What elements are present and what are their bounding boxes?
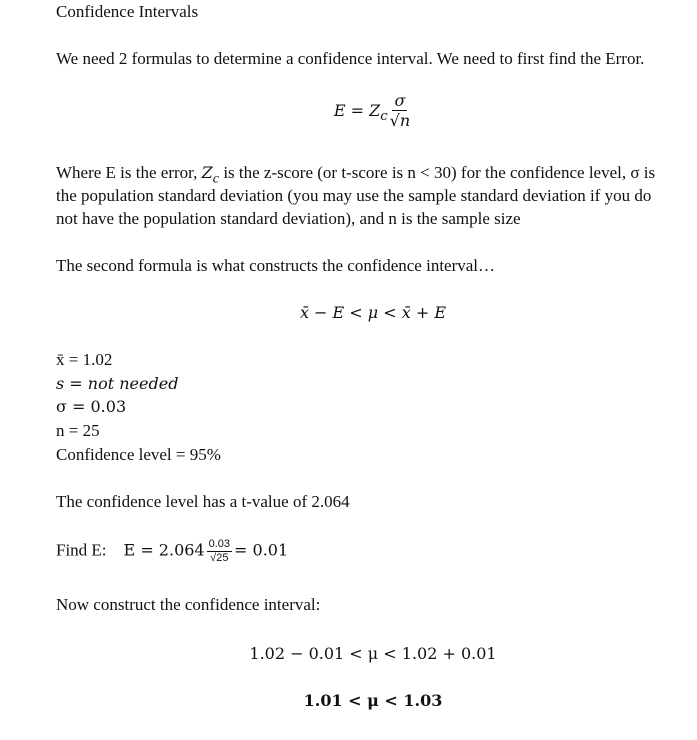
text: Where E is the error, [56,163,198,182]
fraction [207,538,232,565]
given-sigma: σ = 0.03 [56,397,127,416]
z-symbol: Z [369,101,381,120]
formula-lhs: E = [333,101,364,120]
find-e-lhs: E = 2.064 [123,540,205,560]
t-value-text: The confidence level has a t-value of 2.064 [56,492,350,511]
numerator: σ [394,91,406,110]
intro-paragraph: We need 2 formulas to determine a confidence interval. We need to first find the Error. [56,49,645,68]
numerator: 0.03 [208,538,231,550]
second-formula-intro: The second formula is what constructs the confidence interval… [56,256,496,275]
given-s: s = not needed [56,374,179,393]
construct-text: Now construct the confidence interval: [56,595,321,614]
given-xbar: x̄ = 1.02 [56,350,113,369]
given-n: n = 25 [56,421,100,440]
error-formula [0,92,697,131]
denominator: √n [389,111,411,130]
explanation-line-3: not have the population standard deviation), and n is the sample size [56,209,521,228]
find-e-line [56,538,288,565]
find-e-label: Find E: [56,540,107,560]
interval-formula: x̄ − E < μ < x̄ + E [299,303,447,322]
z-subscript: c [380,109,388,125]
interval-expression: 1.02 − 0.01 < μ < 1.02 + 0.01 [249,644,497,663]
denominator: √25 [210,552,229,564]
find-e-result: = 0.01 [234,540,289,560]
given-confidence: Confidence level = 95% [56,445,221,464]
document-title: Confidence Intervals [56,2,199,21]
z-subscript: c [212,170,220,187]
fraction [390,92,411,131]
explanation-line-2: the population standard deviation (you may use the sample standard deviation if you do [56,186,652,205]
text: is the z-score (or t-score is n < 30) for the confidence level, σ is [223,163,656,182]
explanation-line-1 [56,163,655,188]
z-symbol: Z [201,163,213,182]
interval-result: 1.01 < μ < 1.03 [303,691,443,710]
